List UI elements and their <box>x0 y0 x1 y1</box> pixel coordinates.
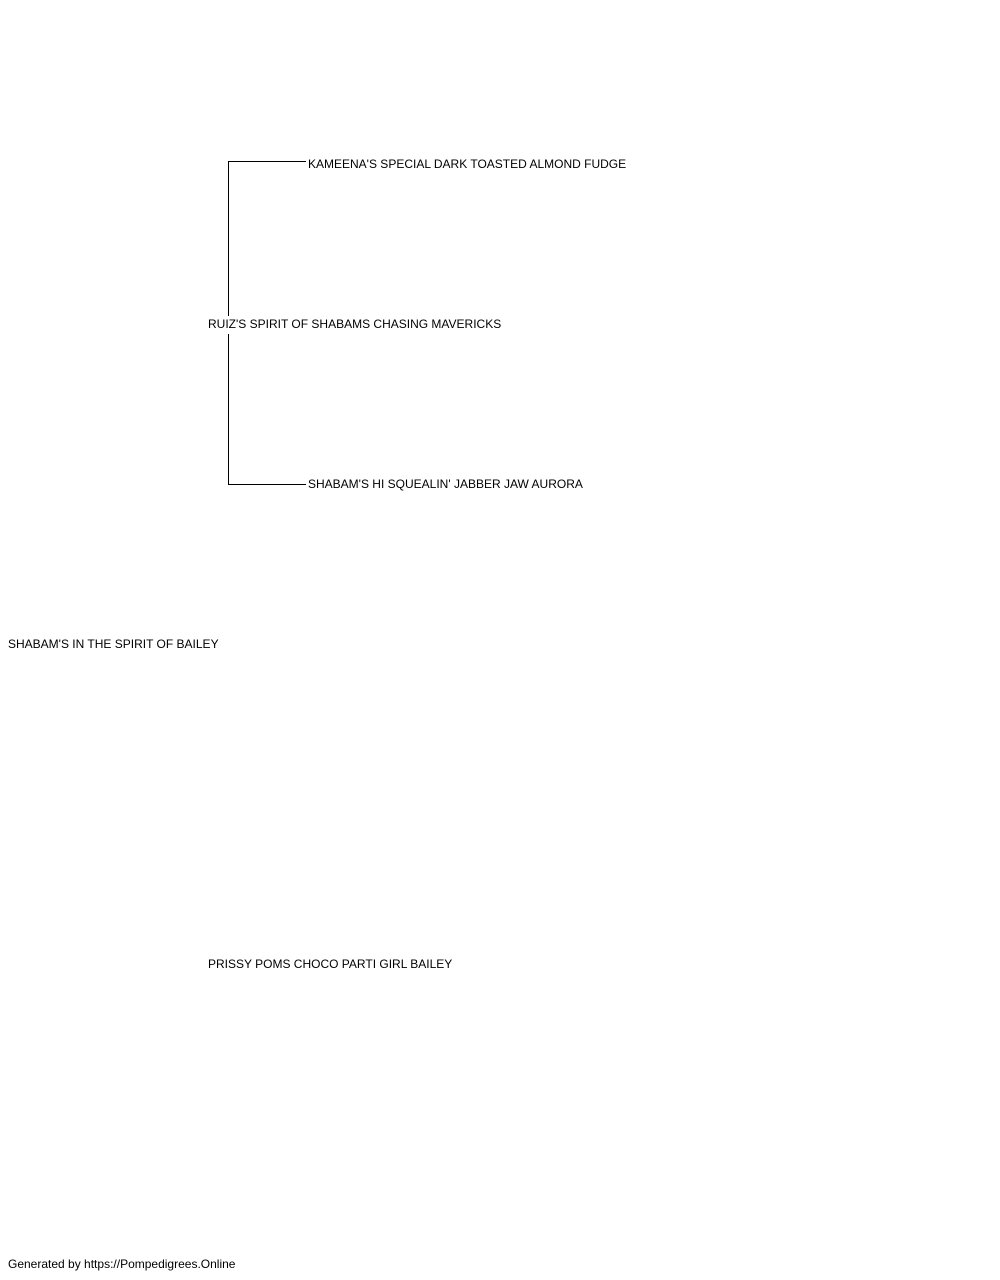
sire-sire-name: KAMEENA'S SPECIAL DARK TOASTED ALMOND FUDGE <box>308 157 627 171</box>
footer-credit: Generated by https://Pompedigrees.Online <box>8 1257 236 1271</box>
sire-name: RUIZ'S SPIRIT OF SHABAMS CHASING MAVERICKS <box>208 317 502 331</box>
subject-name: SHABAM'S IN THE SPIRIT OF BAILEY <box>8 637 219 651</box>
sire-lower-connector <box>228 334 229 485</box>
sire-dam-name: SHABAM'S HI SQUEALIN' JABBER JAW AURORA <box>308 477 583 491</box>
dam-name: PRISSY POMS CHOCO PARTI GIRL BAILEY <box>208 957 453 971</box>
sire-dam-branch-line <box>228 484 306 485</box>
sire-upper-connector <box>228 161 229 316</box>
sire-sire-branch-line <box>228 161 306 162</box>
